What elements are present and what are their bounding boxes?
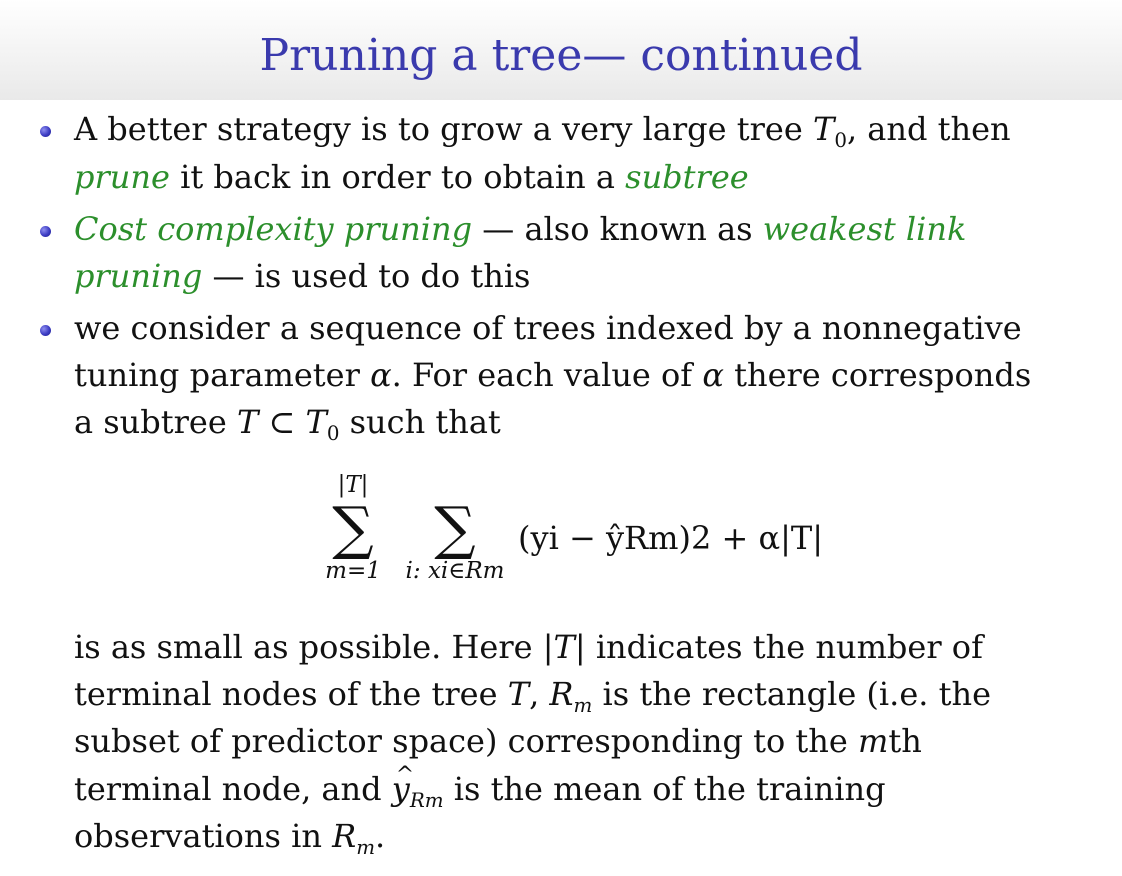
term-cost-complexity-pruning: Cost complexity pruning [74, 210, 473, 248]
bullet-2-line-2: pruning — is used to do this [74, 257, 531, 295]
inner-sum [392, 472, 518, 584]
bullet-marker-2 [40, 226, 51, 237]
inner-sum-lower-limit: i: xi∈Rm [405, 558, 505, 584]
after-line-5: observations in $R_m$. [74, 817, 386, 859]
term-weakest-link: weakest link [762, 210, 967, 248]
term-subtree: subtree [625, 158, 749, 196]
outer-sum-lower-limit: m=1 [325, 558, 381, 584]
term-prune: prune [74, 158, 170, 196]
y-hat-symbol: ^ y [392, 766, 410, 813]
sigma-symbol: ∑ [332, 494, 374, 562]
bullet-3-line-2: tuning parameter α. For each value of α there corresponds [74, 356, 1032, 394]
after-line-1: is as small as possible. Here |T| indicates the number of [74, 628, 983, 666]
bullet-marker-1 [40, 126, 51, 137]
slide-title: Pruning a tree— continued [259, 30, 863, 81]
cost-complexity-formula [322, 472, 842, 612]
after-line-2: terminal nodes of the tree T, $R_m$ is the rectangle (i.e. the [74, 675, 991, 717]
after-line-3: subset of predictor space) corresponding to the mth [74, 722, 922, 760]
bullet-3-line-1: we consider a sequence of trees indexed by a nonnegative [74, 309, 1022, 347]
outer-sum [322, 472, 384, 584]
bullet-1-line-1: A better strategy is to grow a very large tree $T_0$, and then [74, 110, 1011, 152]
term-pruning: pruning [74, 257, 203, 295]
outer-sum-upper-limit: |T| [337, 472, 369, 498]
bullet-marker-3 [40, 325, 51, 336]
bullet-1-line-2: prune it back in order to obtain a subtree [74, 158, 749, 196]
sigma-symbol: ∑ [434, 494, 476, 562]
formula-expression: (yi − ŷRm)2 + α|T| [518, 519, 823, 557]
bullet-3-line-3: a subtree T ⊂ $T_0$ such that [74, 403, 501, 445]
after-line-4: terminal node, and ^ $y_{Rm}$ is the mean of the training [74, 766, 1104, 813]
bullet-2-line-1: Cost complexity pruning — also known as weakest link [74, 210, 967, 248]
